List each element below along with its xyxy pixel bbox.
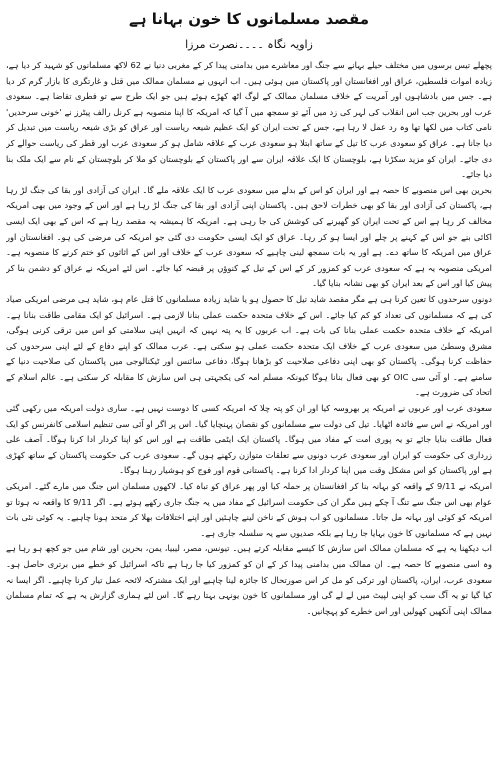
article-byline: زاویہ نگاہ ۔۔۔۔نصرت مرزا [185,38,313,51]
article-body [6,58,492,774]
article-paragraph: اب دیکھنا یہ ہے کہ مسلمان ممالک اس سازش کا کیسے مقابلہ کرتے ہیں۔ تیونس، مصر، لیبیا، یمن، بحرین اور شام میں جو کچھ ہو رہا ہے وہ اسی منصوبے کا حصہ ہے۔ ان ممالک میں بدامنی پیدا کر کے ان کو کمزور کیا جا رہا ہے تاکہ اسرائیل کو خطے میں برتری حاصل ہو۔ سعودی عرب، ایران، پاکستان اور ترکی کو مل کر اس صورتحال کا جائزہ لینا چاہیے اور ایک مشترکہ لائحہ عمل تیار کرنا چاہیے۔ اگر ایسا نہ کیا گیا تو یہ آگ سب کو اپنی لپیٹ میں لے لے گی اور مسلمانوں کا خون یونہی بہتا رہے گا۔ اس لئے ہماری گزارش یہ ہے کہ تمام مسلمان ممالک اپنی آنکھیں کھولیں اور اس خطرے کو پہچانیں۔ [6,543,492,616]
article-paragraph: بحرین بھی اس منصوبے کا حصہ ہے اور ایران کو اس کے بدلے میں سعودی عرب کا ایک علاقہ ملے گا۔ ایران کی آزادی اور بقا کی جنگ لڑ رہا ہے، پاکستان کی آزادی اور بقا کو بھی خطرات لاحق ہیں۔ پاکستان اپنی آزادی اور بقا کی جنگ لڑ رہا ہے اور اس کے وجود میں بھی امریکہ مخالف کر رہا ہے اس کے تحت ایران کو گھیرنے کی کوشش کی جا رہی ہے۔ امریکہ کا ہمیشہ یہ مقصد رہا ہے کہ اس کے بھی ایک ایسی اکائی بنے جو اس کے کہنے پر چلے اور ایسا ہو کر رہا۔ عراق کو ایک ایسی حکومت دی گئی جو امریکہ کی مرضی کی ہو۔ افغانستان اور عراق میں امریکہ کا ساتھ دے۔ ہے اور یہ بات سمجھ لینی چاہیے کہ سعودی عرب کے خلاف اور اس کے اثاثوں کو ختم کرنے کا منصوبہ ہے۔ امریکی منصوبہ یہ ہے کہ سعودی عرب کو کمزور کر کے اس کے تیل کے کنوؤں پر قبضہ کیا جائے۔ اس لئے امریکہ نے عراق کو دشمن بنا کر پیش کیا اور اس کے بعد ایران کو بھی نشانہ بنایا گیا۔ [6,184,492,289]
article-paragraph: امریکہ نے 9/11 کے واقعہ کو بہانہ بنا کر افغانستان پر حملہ کیا اور پھر عراق کو تباہ کیا۔ لاکھوں مسلمان اس جنگ میں مارے گئے۔ امریکی عوام بھی اس جنگ سے تنگ آ چکے ہیں مگر ان کی حکومت اسرائیل کے مفاد میں یہ جنگ جاری رکھے ہوئے ہے۔ اگر 9/11 کا واقعہ نہ ہوتا تو امریکہ کو کوئی اور بہانہ مل جاتا۔ مسلمانوں کو اب ہوش کے ناخن لینے چاہئیں اور اپنے اختلافات بھلا کر متحد ہونا چاہیے۔ یہ کوئی نئی بات نہیں ہے کہ مسلمانوں کا خون بہایا جا رہا ہے بلکہ صدیوں سے یہ سلسلہ جاری ہے۔ [6,481,492,538]
article-headline: مقصد مسلمانوں کا خون بہانا ہے [128,10,370,28]
article-paragraph: سعودی عرب اور عربوں نے امریکہ پر بھروسہ کیا اور ان کو پتہ چلا کہ امریکہ کسی کا دوست نہیں ہے۔ ساری دولت امریکہ میں رکھی گئی اور امریکہ نے اس سے فائدہ اٹھایا۔ تیل کی دولت سے مسلمانوں کو نقصان پہنچایا گیا۔ اس پر اگر او آئی سی تنظیم اسلامی کانفرنس کو ایک فعال طاقت بنایا جائے تو یہ پوری امت کے مفاد میں ہوگا۔ پاکستان ایک ایٹمی طاقت ہے اور اس کو اپنا کردار ادا کرنا ہوگا۔ آصف علی زرداری کی حکومت کو ایران اور سعودی عرب دونوں سے تعلقات متوازن رکھنے ہوں گے۔ سعودی عرب کی حکومت پاکستان کے ساتھ کھڑی ہے اور پاکستان کو اس مشکل وقت میں اپنا کردار ادا کرنا ہے۔ پاکستانی قوم اور فوج کو ہوشیار رہنا ہوگا۔ [6,403,492,476]
article-paragraph: دونوں سرحدوں کا تعین کرنا ہی ہے مگر مقصد شاید تیل کا حصول ہو یا شاید زیادہ مسلمانوں کا قتل عام ہو، شاید ہی مرضی امریکی صیاد کی ہے کہ مسلمانوں کی تعداد کو کم کیا جائے۔ اس کے خلاف متحدہ حکمت عملی بنانا لازمی ہے۔ اسرائیل کو ایک مقامی طاقت بنانا ہے۔ امریکہ کے خلاف متحدہ حکمت عملی بنانا کی بات ہے۔ اب عربوں کا یہ پتہ نہیں کہ انہیں اپنی سلامتی کو اس میں ترقی کرنی ہوگی، مشرق وسطیٰ میں سعودی عرب کے خلاف ایک متحدہ حکمت عملی ہو سکتی ہے۔ عرب ممالک کو اپنے دفاع کے لئے اپنی سرحدوں کی حفاظت کرنا ہوگی۔ پاکستان کو بھی اپنی دفاعی صلاحیت کو بڑھانا ہوگا، دفاعی سائنس اور ٹیکنالوجی میں پاکستان کی صلاحیت دنیا کے سامنے ہے۔ او آئی سی OIC کو بھی فعال بنانا ہوگا کیونکہ مسلم امہ کی یکجہتی ہی اس سازش کا مقابلہ کر سکتی ہے۔ عالم اسلام کے اتحاد کی ضرورت ہے۔ [6,293,492,398]
article-paragraph: پچھلے تیس برسوں میں مختلف حیلے بہانے سے جنگ اور معاشرے میں بدامنی پیدا کر کے مغربی دنیا نے 62 لاکھ مسلمانوں کو شہید کر دیا ہے، زیادہ اموات فلسطین، عراق اور افغانستان اور پاکستان میں ہوئی ہیں۔ اب انہوں نے مسلمان ممالک میں قتل و غارتگری کا بازار گرم کر دیا ہے۔ جس میں بادشاہوں اور آمریت کے خلاف مسلمان ممالک کے لوگ اٹھ کھڑے ہوئے ہیں جو ایک طرح سے تو فطری تقاضا ہے۔ سعودی عرب اور بحرین جب اس انقلاب کی لہر کی زد میں آئے تو سمجھ میں آ گیا کہ امریکہ کا اپنا منصوبہ ہے کرنل رالف پیٹرز نے 'خونی سرحدیں' نامی کتاب میں لکھا تھا وہ رد عمل لا رہا ہے، جس کے تحت ایران کو ایک عظیم شیعہ ریاست اور عراق کو بڑی شیعہ ریاست میں تبدیل کر دیا جانا ہے۔ عراق کو سعودی عرب کا تیل کے ساتھ ابتلا ہو سعودی عرب کے علاقہ شامل ہو کر سعودی عرب اور قطر کی ریاست حوالے کر دی جائے۔ ایران کو مزید سکڑنا ہے، بلوچستان کا ایک علاقہ ایران سے اور پاکستان کے بلوچستان کو ملا کر بلوچستان کے نام سے ایک ملک بنا دیا جائے۔ [6,60,492,180]
